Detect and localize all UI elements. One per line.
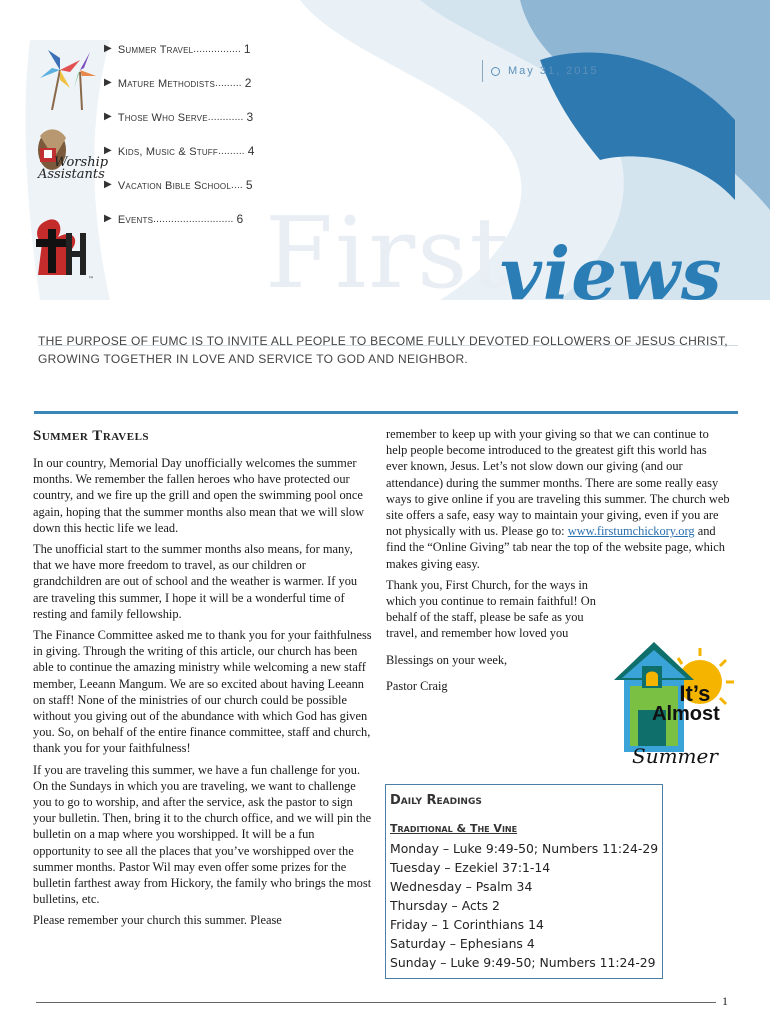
paragraph-text: and find the “Online Giving” tab near the top of the website page, which makes giving easy. [386,524,725,571]
reading-item: Saturday – Ephesians 4 [390,936,535,951]
triangle-bullet-icon: ▶ [104,111,112,122]
toc-page: 6 [236,212,244,226]
toc-label: Vacation Bible School [117,180,231,192]
cross-flame-logo [28,215,100,285]
article-paragraph [386,426,730,572]
toc-label: Kids, Music & Stuff [117,146,218,158]
closing-blessing: Blessings on your week, [386,652,508,667]
toc-item[interactable] [104,112,284,146]
summer-line1: It’s [679,681,711,706]
summer-graphic-text [652,681,720,725]
worship-assistants-text [38,157,108,181]
toc-page: 5 [245,178,253,192]
toc-item[interactable] [104,44,284,78]
triangle-bullet-icon: ▶ [104,43,112,54]
pinwheel-icon [30,30,100,110]
toc-label: Summer Travel [117,44,194,56]
readings-title: Daily Readings [390,793,482,808]
toc-label: Mature Methodists [117,78,215,90]
paragraph-text: remember to keep up with your giving so that we can continue to help people become introduced to the greatest gift this world has ever known, Jesus. Let’s not slow down our giving (and our attendance) during the summer months. There are some really easy ways to give online if you are traveling this summer. The church web site offers a safe, easy way to maintain your giving, even if you are not physically with us. Please go to: [386,427,730,539]
article-paragraph: Please remember your church this summer. Please [33,913,282,928]
summer-line3: Summer [632,744,718,768]
toc-label: Events [117,214,154,226]
toc-dots: ........................... [153,214,234,225]
toc-dots: ................ [193,44,241,55]
author-signature: Pastor Craig [386,678,448,693]
purpose-statement: THE PURPOSE OF FUMC IS TO INVITE ALL PEOPLE TO BECOME FULLY DEVOTED FOLLOWERS OF JESUS CHRIST, GROWING TOGETHER IN LOVE AND SERVICE TO GOD AND NEIGHBOR. [38,334,728,366]
toc-item[interactable] [104,180,284,214]
article-paragraph: The unofficial start to the summer months also means, for many, that we have more freedom to travel, as our children or grandchildren are out of school and the weather is warmer. If you are traveling this summer, I hope it will be a wonderful time of resting and family fellowship. [33,542,358,621]
date-text: May 31, 2015 [508,65,599,77]
article-paragraph: Thank you, First Church, for the ways in which you continue to remain faithful! On behalf of the staff, please be safe as you travel, and remember how loved you [386,577,596,641]
toc-page: 2 [244,76,252,90]
summer-line2: Almost [652,703,720,725]
toc-dots: ......... [217,146,245,157]
svg-text:™: ™ [88,276,94,283]
article-paragraph: In our country, Memorial Day unofficially welcomes the summer months. We remember the fallen heroes who have protected our country, and we fire up the grill and open the swimming pool once again, hoping that the summer months also mean that we will slow down this hectic life we lead. [33,456,365,535]
triangle-bullet-icon: ▶ [104,77,112,88]
toc-page: 4 [247,144,255,158]
reading-item: Friday – 1 Corinthians 14 [390,917,544,932]
reading-item: Sunday – Luke 9:49-50; Numbers 11:24-29 [390,955,656,970]
reading-item: Monday – Luke 9:49-50; Numbers 11:24-29 [390,841,659,856]
toc-page: 1 [243,42,251,56]
triangle-bullet-icon: ▶ [104,145,112,156]
toc-item[interactable] [104,78,284,112]
triangle-bullet-icon: ▶ [104,213,112,224]
masthead-title-first: First [265,197,511,311]
toc-page: 3 [246,110,254,124]
toc-dots: ......... [214,78,242,89]
table-of-contents [104,44,284,248]
toc-item[interactable] [104,146,284,180]
issue-date [482,60,599,82]
daily-readings-box [385,784,663,979]
section-divider [34,411,738,414]
article-left-column [33,426,373,934]
worship-logo-line1: Worship [54,155,109,170]
toc-dots: .... [230,180,243,191]
toc-item[interactable] [104,214,284,248]
toc-dots: ............ [207,112,244,123]
reading-item: Tuesday – Ezekiel 37:1-14 [390,860,551,875]
page-number: 1 [722,994,728,1008]
masthead-title-views: views [500,231,723,316]
reading-item: Thursday – Acts 2 [390,898,500,913]
circle-bullet-icon [491,67,500,76]
worship-logo-line2: Assistants [38,167,105,182]
article-paragraph: The Finance Committee asked me to thank you for your faithfulness in giving. Through the writing of this article, our church has been able to continue the amazing ministry while welcoming a new staff member, Leeann Mangum. We are so excited about having Leeann on staff! None of the ministries of our church could be possible without you giving out of the abundance with which God has given you. So, on behalf of the entire finance committee, staff and church, thank you for your faithfulness! [33,628,372,756]
footer-rule [36,1002,716,1003]
website-link[interactable]: www.firstumchickory.org [567,524,695,539]
toc-label: Those Who Serve [117,112,208,124]
article-title: Summer Travels [33,428,150,444]
reading-item: Wednesday – Psalm 34 [390,879,533,894]
triangle-bullet-icon: ▶ [104,179,112,190]
article-paragraph: If you are traveling this summer, we have a fun challenge for you. On the Sundays in which you are traveling, we want to challenge you to go to worship, and after the service, ask the pastor to sign your bulletin. Then, bring it to the church office, and we will pin the bulletin on a map where you worshipped. It will be a fun opportunity to see all the places that you’ve worshipped over the summer months. Pastor Wil may even offer some prizes for the bulletin farthest away from Hickory, the family who brings the most bulletins, etc. [33,762,372,907]
readings-subtitle: Traditional & The Vine [390,822,518,835]
date-divider [482,60,483,82]
